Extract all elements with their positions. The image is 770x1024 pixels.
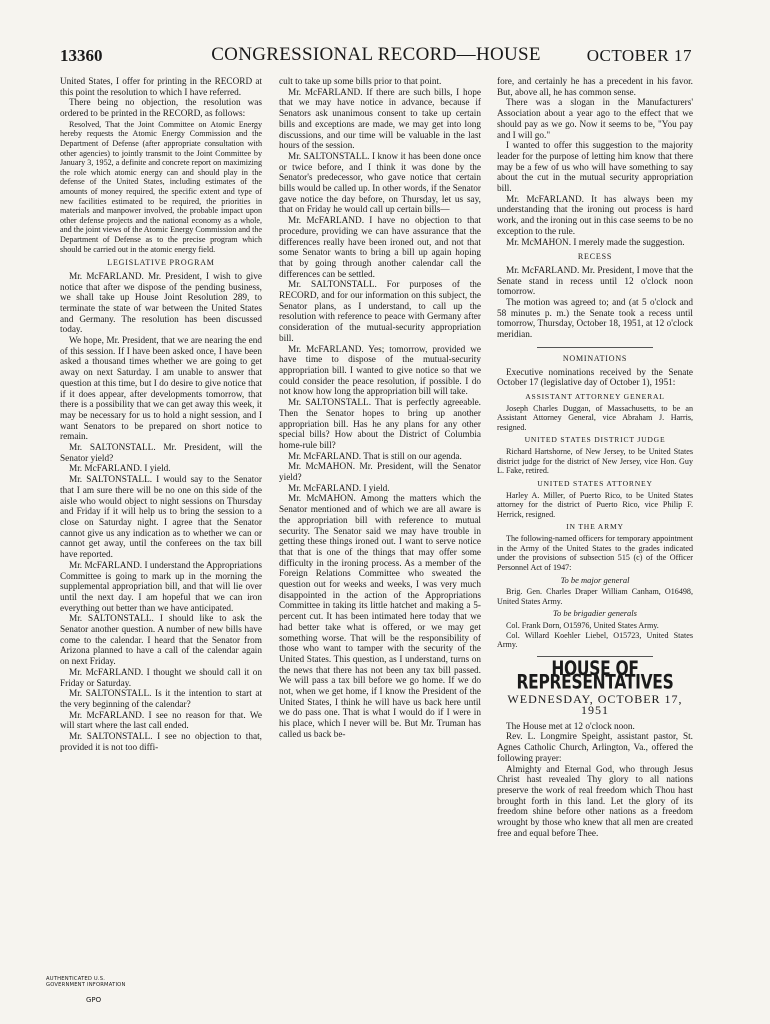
paragraph: Mr. McFARLAND. I see no reason for that. We will start where the last call ended.	[60, 710, 262, 732]
column-3-senate	[497, 77, 693, 341]
paragraph: Mr. McFARLAND. Mr. President, I wish to give notice that after we dispose of the pending business, we shall take up House Joint Resolution 289, to terminate the state of war between the United States and Germany. The resolution has been discussed today.	[60, 271, 262, 336]
paragraph: I wanted to offer this suggestion to the majority leader for the purpose of letting him know that there may be a few of us who will have something to say about the cut in the mutual security appropriation bill.	[497, 141, 693, 195]
paragraph: Mr. McFARLAND. I have no objection to that procedure, providing we can have assurance that the differences really have been ironed out, and not that some Senator wants to bring a bill up again hoping that by going through another calendar call the differences can be settled.	[279, 216, 481, 280]
paragraph: Col. Willard Koehler Liebel, O15723, United States Army.	[497, 630, 693, 650]
section-heading: ASSISTANT ATTORNEY GENERAL	[525, 391, 665, 401]
house-date: WEDNESDAY, OCTOBER 17, 1951	[507, 692, 683, 717]
paragraph: The House met at 12 o'clock noon.	[506, 721, 635, 732]
running-title: CONGRESSIONAL RECORD—HOUSE	[211, 44, 541, 65]
paragraph: Resolved, That the Joint Committee on Atomic Energy hereby requests the Atomic Energy Commission and the Department of Defense (after appropriate consultation with other agencies) to jointly transmit to the Joint Committee by January 3, 1952, a definite and concrete report on maximizing the role which atomic energy can and should play in the defense of the United States, including estimates of the amounts of money required, the specific extent and type of new facilities estimated to be required, the priorities in materials and manpower involved, the probable impact upon other defense projects and the national economy as a whole, and the joint views of the Atomic Energy Commission and the Department of Defense as to the precise program which should be carried out in the atomic energy field.	[60, 119, 262, 254]
paragraph: Joseph Charles Duggan, of Massachusetts, to be an Assistant Attorney General, vice Abraham J. Harris, resigned.	[497, 403, 693, 432]
paragraph: Col. Frank Dorn, O15976, United States Army.	[506, 621, 659, 631]
paragraph: Mr. SALTONSTALL. I see no objection to that, provided it is not too diffi-	[60, 732, 262, 753]
nominations-section	[497, 354, 693, 650]
gpo-authentication-seal	[46, 974, 126, 1010]
column-1	[60, 77, 262, 753]
house-proceedings	[497, 722, 693, 840]
paragraph: To be major general	[560, 574, 630, 585]
column-3	[497, 77, 693, 839]
house-heading: HOUSE OF REPRESENTATIVES	[516, 657, 674, 694]
section-heading: NOMINATIONS	[562, 353, 628, 363]
paragraph: Mr. McMAHON. Among the matters which the Senator mentioned and of which we are all aware is the appropriation bill with reference to mutual security. The Senator said we may have trouble in getting these things ironed out. I want to serve notice that that is one of the things that may offer some difficulty in the ironing process. As a member of the Foreign Relations Committee who sweated the question out for weeks and weeks, I was very much disappointed in the action of the Appropriations Committee in taking its little hatchet and making a 5-percent cut. It has been intimated here today that we had better take what is offered, or we may get something worse. That will be the responsibility of those who want to tamper with the security of the United States. This question, as I understand, turns on the news that there has not been any tax bill passed. We will pass a tax bill before we go home. If we do not, when we get home, if I know the President of the United States, I think he will have us back here until we do pass one. That is what I would do if I were in his place, which I never will be. But Mr. Truman has called us back be-	[279, 494, 481, 740]
paragraph: Mr. McFARLAND. Mr. President, I move that the Senate stand in recess until 12 o'clock noon tomorrow.	[497, 265, 693, 298]
column-2	[279, 77, 481, 741]
paragraph: Mr. SALTONSTALL. I would say to the Senator that I am sure there will be no one on this side of the aisle who would object to night sessions on Thursday and Friday if it will help us to bring the session to a close on Saturday night. I agree that the Senator cannot give us any indication as to whether we can or cannot get away, until the conferees on the tax bill have reported.	[60, 475, 262, 561]
page-number: 13360	[60, 46, 103, 65]
paragraph: There was a slogan in the Manufacturers' Association about a year ago to the effect that we should pay as we go. Now it seems to be, "You pay and I will go."	[497, 98, 693, 141]
paragraph: Mr. McFARLAND. That is still on our agenda.	[288, 451, 462, 462]
section-heading: LEGISLATIVE PROGRAM	[107, 258, 215, 268]
paragraph: We hope, Mr. President, that we are nearing the end of this session. If I have been asked once, I have been asked a thousand times whether we are going to get away on next Saturday. I am unable to answer that question at this time, but I do desire to give notice that if it does appear, after developments tomorrow, that there is a possibility that we can get away this week, it may be necessary for us to hold a night session, and I want Senators to be prepared on short notice to remain.	[60, 336, 262, 443]
paragraph: fore, and certainly he has a precedent in his favor. But, above all, he has common sense.	[497, 77, 693, 98]
paragraph: Mr. McFARLAND. Yes; tomorrow, provided we have time to dispose of the mutual-security appropriation bill. I wanted to give notice so that we could consider the peace resolution, if possible. I do not know how long the appropriation bill will take.	[279, 344, 481, 398]
paragraph: United States, I offer for printing in the RECORD at this point the resolution to which I have referred.	[60, 77, 262, 98]
section-heading: UNITED STATES DISTRICT JUDGE	[524, 435, 666, 445]
paragraph: Executive nominations received by the Senate October 17 (legislative day of October 1), 1951:	[497, 367, 693, 389]
paragraph: Mr. McFARLAND. I yield.	[288, 483, 390, 494]
paragraph: Mr. McFARLAND. If there are such bills, I hope that we may have notice in advance, because if Senators ask unanimous consent to take up certain bills and exceptions are made, we may get into long discussions, and our time will be valuable in the last hours of the session.	[279, 87, 481, 152]
paragraph: cult to take up some bills prior to that point.	[279, 77, 442, 87]
paragraph: The following-named officers for temporary appointment in the Army of the United States to the grades indicated under the provisions of subsection 515 (c) of the Officer Personnel Act of 1947:	[497, 534, 693, 572]
paragraph: Mr. McMAHON. Mr. President, will the Senator yield?	[279, 462, 481, 484]
paragraph: There being no objection, the resolution was ordered to be printed in the RECORD, as follows:	[60, 98, 262, 120]
header-date: OCTOBER 17	[586, 46, 692, 65]
paragraph: Mr. SALTONSTALL. For purposes of the RECORD, and for our information on this subject, the Senator plans, as I understand, to call up the resolution with reference to peace with Germany after consideration of the mutual-security appropriation bill.	[279, 280, 481, 344]
section-heading: IN THE ARMY	[566, 522, 624, 532]
section-heading: UNITED STATES ATTORNEY	[537, 478, 653, 488]
paragraph: Mr. McFARLAND. I thought we should call it on Friday or Saturday.	[60, 667, 262, 689]
paragraph: Harley A. Miller, of Puerto Rico, to be United States attorney for the district of Puerto Rico, vice Philip F. Herrick, resigned.	[497, 490, 693, 519]
paragraph: Mr. McFARLAND. I understand the Appropriations Committee is going to mark up in the morning the supplemental appropriation bill, and that will lie over until the next day. I am hopeful that we can iron everything out better than we have anticipated.	[60, 560, 262, 614]
divider-rule	[537, 347, 653, 348]
paragraph: Mr. SALTONSTALL. Is it the intention to start at the very beginning of the calendar?	[60, 689, 262, 710]
running-header	[60, 44, 692, 70]
paragraph: Mr. McFARLAND. It has always been my understanding that the ironing out process is hard work, and the ironing out in this case seems to be no exception to the rule.	[497, 194, 693, 237]
paragraph: Mr. SALTONSTALL. I know it has been done once or twice before, and I think it was done by the Senator's predecessor, who gave notice that certain bills would be called up. In other words, if the Senator gave notice the day before, on Thursday, let us say, that on Friday he would call up certain bills—	[279, 151, 481, 216]
paragraph: Mr. McMAHON. I merely made the suggestion.	[506, 237, 685, 248]
paragraph: Mr. SALTONSTALL. That is perfectly agreeable. Then the Senator hopes to bring up another appropriation bill. Has he any plans for any other special bills? How about the District of Columbia home-rule bill?	[279, 398, 481, 451]
paragraph: Almighty and Eternal God, who through Jesus Christ hast revealed Thy glory to all nations preserve the work of real freedom which Thou hast brought forth in this land. Let the glory of its freedom shine before other nations as a freedom wrought by those who knew that all men are created free and equal before Thee.	[497, 764, 693, 839]
paragraph: Mr. SALTONSTALL. I should like to ask the Senator another question. A number of new bills have come to the calendar. I heard that the Senator from Arizona planned to have a call of the calendar again on next Friday.	[60, 614, 262, 668]
paragraph: Richard Hartshorne, of New Jersey, to be United States district judge for the district of New Jersey, vice Hon. Guy L. Fake, retired.	[497, 447, 693, 476]
paragraph: Mr. SALTONSTALL. Mr. President, will the Senator yield?	[60, 443, 262, 464]
paragraph: Brig. Gen. Charles Draper William Canham, O16498, United States Army.	[497, 587, 693, 606]
paragraph: Mr. McFARLAND. I yield.	[69, 464, 171, 475]
paragraph: Rev. L. Longmire Speight, assistant pastor, St. Agnes Catholic Church, Arlington, Va., offered the following prayer:	[497, 732, 693, 764]
paragraph: To be brigadier generals	[553, 608, 637, 619]
gpo-eagle-icon: GPO	[86, 996, 102, 1004]
section-heading: RECESS	[577, 252, 613, 262]
paragraph: The motion was agreed to; and (at 5 o'clock and 58 minutes p. m.) the Senate took a recess until tomorrow, Thursday, October 18, 1951, at 12 o'clock meridian.	[497, 298, 693, 341]
gpo-seal-text: AUTHENTICATED U.S. GOVERNMENT INFORMATION	[46, 976, 126, 988]
